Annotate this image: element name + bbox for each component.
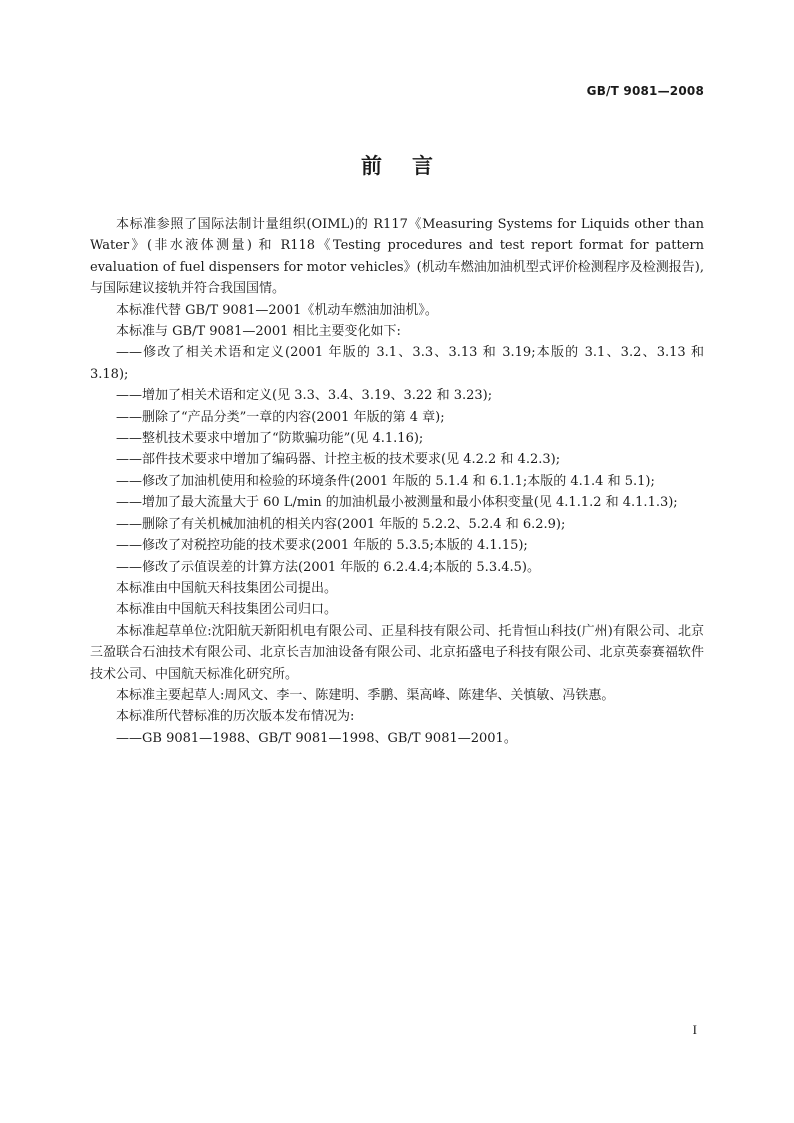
paragraph-intro: 本标准参照了国际法制计量组织(OIML)的 R117《Measuring Systems for Liquids other than Water》(非水液体测量) 和 R118《Testing procedures and test report format for pattern evaluation of fuel dispensers for motor vehicles》(机动车燃油加油机型式评价检测程序及检测报告),与国际建议接轨并符合我国国情。 — [90, 217, 704, 297]
paragraph-changes-intro: 本标准与 GB/T 9081—2001 相比主要变化如下: — [116, 324, 401, 340]
history-item: ——GB 9081—1988、GB/T 9081—1998、GB/T 9081—2001。 — [116, 730, 517, 746]
change-item: ——增加了相关术语和定义(见 3.3、3.4、3.19、3.22 和 3.23); — [116, 388, 493, 404]
page-title: 前言 — [361, 153, 463, 178]
change-item: ——修改了加油机使用和检验的环境条件(2001 年版的 5.1.4 和 6.1.1;本版的 4.1.4 和 5.1); — [116, 473, 655, 489]
change-item: ——部件技术要求中增加了编码器、计控主板的技术要求(见 4.2.2 和 4.2.3); — [116, 452, 561, 468]
paragraph-replaces: 本标准代替 GB/T 9081—2001《机动车燃油加油机》。 — [116, 302, 438, 318]
change-item: ——删除了有关机械加油机的相关内容(2001 年版的 5.2.2、5.2.4 和 6.2.9); — [116, 516, 566, 532]
change-item: ——删除了“产品分类”一章的内容(2001 年版的第 4 章); — [116, 409, 445, 425]
paragraph-drafters: 本标准主要起草人:周风文、李一、陈建明、季鹏、渠高峰、陈建华、关慎敏、冯铁惠。 — [116, 687, 615, 703]
foreword-body — [90, 214, 704, 749]
page-number: I — [692, 1022, 697, 1037]
paragraph-drafting-units: 本标准起草单位:沈阳航天新阳机电有限公司、正星科技有限公司、托肯恒山科技(广州)有限公司、北京三盈联合石油技术有限公司、北京长吉加油设备有限公司、北京拓盛电子科技有限公司、北京英泰赛福软件技术公司、中国航天标准化研究所。 — [90, 623, 704, 682]
change-item: ——修改了示值误差的计算方法(2001 年版的 6.2.4.4;本版的 5.3.4.5)。 — [116, 559, 540, 575]
paragraph-proposed-by: 本标准由中国航天科技集团公司提出。 — [116, 580, 338, 596]
standard-code: GB/T 9081—2008 — [586, 84, 704, 98]
paragraph-managed-by: 本标准由中国航天科技集团公司归口。 — [116, 602, 338, 618]
change-item: ——修改了对税控功能的技术要求(2001 年版的 5.3.5;本版的 4.1.15); — [116, 538, 528, 554]
change-item: ——增加了最大流量大于 60 L/min 的加油机最小被测量和最小体积变量(见 4.1.1.2 和 4.1.1.3); — [116, 495, 678, 511]
change-item: ——修改了相关术语和定义(2001 年版的 3.1、3.3、3.13 和 3.19;本版的 3.1、3.2、3.13 和 3.18); — [90, 345, 704, 382]
change-item: ——整机技术要求中增加了“防欺骗功能”(见 4.1.16); — [116, 431, 424, 447]
paragraph-history-intro: 本标准所代替标准的历次版本发布情况为: — [116, 709, 355, 725]
